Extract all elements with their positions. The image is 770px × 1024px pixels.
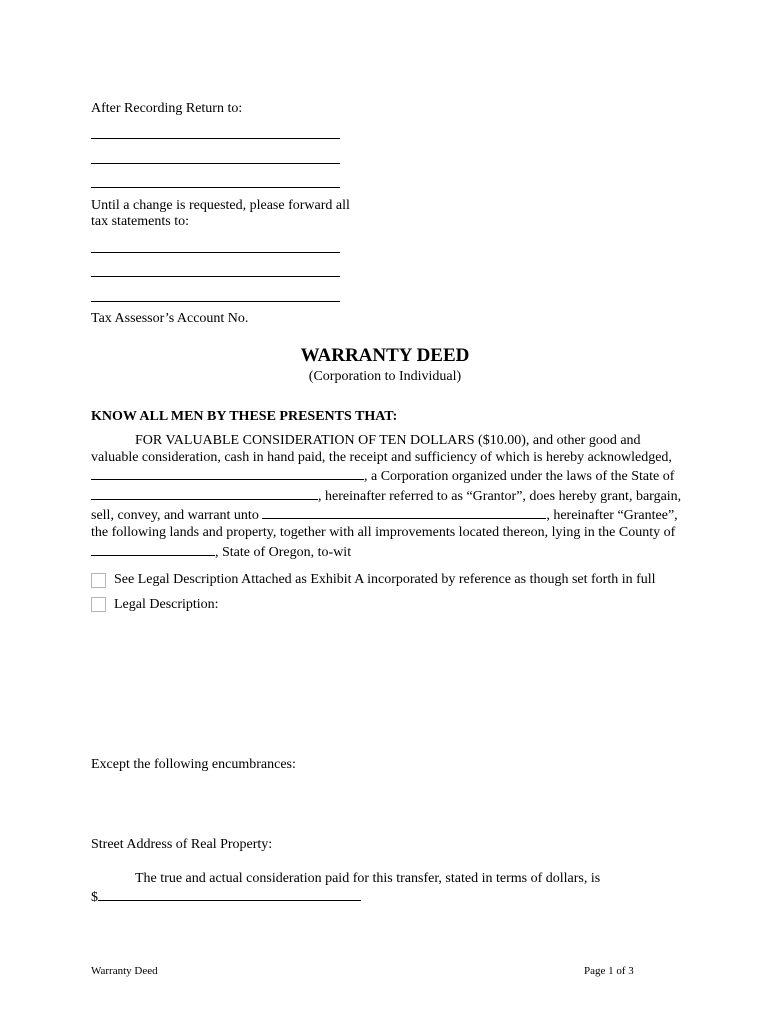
document-subtitle: (Corporation to Individual) <box>308 369 462 384</box>
return-to-line-3[interactable] <box>91 187 340 188</box>
return-to-line-1[interactable] <box>91 138 340 139</box>
tax-statements-line-2[interactable] <box>91 276 340 277</box>
body-line-7 <box>91 542 676 562</box>
body-line-3-text: , a Corporation organized under the laws of the State of <box>364 469 675 485</box>
dollar-sign: $ <box>91 890 98 905</box>
street-address-label: Street Address of Real Property: <box>91 837 273 852</box>
intro-heading: KNOW ALL MEN BY THESE PRESENTS THAT: <box>91 409 398 424</box>
grantor-state-field[interactable] <box>91 486 318 500</box>
body-line-7-text: , State of Oregon, to-wit <box>215 544 352 560</box>
tax-statements-line-3[interactable] <box>91 301 340 302</box>
encumbrances-label: Except the following encumbrances: <box>91 757 296 772</box>
tax-statements-line-1[interactable] <box>91 252 340 253</box>
body-line-2: valuable consideration, cash in hand paid, the receipt and sufficiency of which is hereby acknowledged, <box>91 449 672 465</box>
document-title: WARRANTY DEED <box>300 345 470 366</box>
return-to-label: After Recording Return to: <box>91 101 243 116</box>
consideration-line <box>91 887 361 906</box>
footer-document-name: Warranty Deed <box>91 965 158 977</box>
body-line-4 <box>91 486 682 506</box>
tax-statements-label-line2: tax statements to: <box>91 214 189 229</box>
consideration-text: The true and actual consideration paid for this transfer, stated in terms of dollars, is <box>135 871 601 886</box>
deed-body-paragraph <box>91 433 682 561</box>
return-to-line-2[interactable] <box>91 163 340 164</box>
exhibit-a-label: See Legal Description Attached as Exhibit A incorporated by reference as though set forth in full <box>114 572 656 587</box>
body-line-1: FOR VALUABLE CONSIDERATION OF TEN DOLLARS ($10.00), and other good and <box>135 433 641 448</box>
body-line-5-tail: , hereinafter “Grantee”, <box>546 508 678 524</box>
tax-statements-label-line1: Until a change is requested, please forward all <box>91 198 350 213</box>
legal-description-label: Legal Description: <box>114 597 219 612</box>
footer-page-number: Page 1 of 3 <box>584 965 634 977</box>
legal-description-checkbox[interactable] <box>91 597 106 612</box>
body-line-5 <box>91 505 676 525</box>
county-field[interactable] <box>91 542 215 556</box>
body-line-6: the following lands and property, together with all improvements located thereon, lying in the County of <box>91 524 676 540</box>
tax-assessor-account-label: Tax Assessor’s Account No. <box>91 311 249 326</box>
body-line-4-text: , hereinafter referred to as “Grantor”, does hereby grant, bargain, <box>318 488 682 504</box>
body-line-3 <box>91 466 676 486</box>
grantor-name-field[interactable] <box>91 466 364 480</box>
consideration-amount-field[interactable] <box>98 887 361 901</box>
exhibit-a-checkbox[interactable] <box>91 573 106 588</box>
grantee-name-field[interactable] <box>262 505 546 519</box>
body-line-5-text: sell, convey, and warrant unto <box>91 508 259 524</box>
